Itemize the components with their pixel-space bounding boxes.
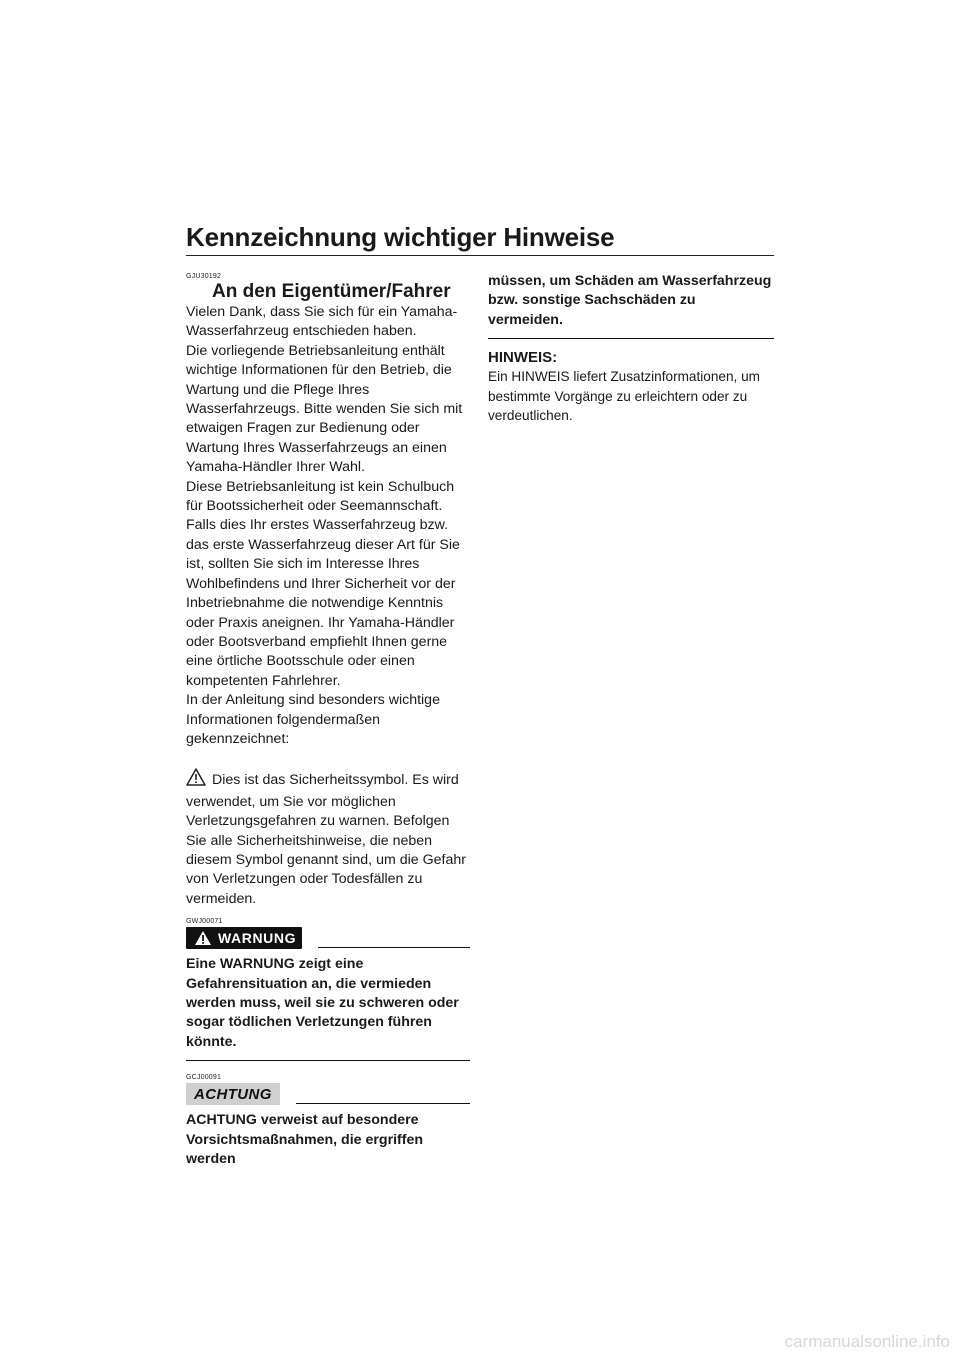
safety-symbol-text: Dies ist das Sicherheitssymbol. Es wird verwendet, um Sie vor möglichen Verletzungsgefahren zu warnen. Befolgen Sie alle Sicherheitshinweise, die neben diesem Symbol genannt sind, um die Gefahr von Verletzungen oder Todesfällen zu vermeiden. — [186, 772, 466, 907]
caution-code: GCJ00091 — [186, 1074, 222, 1082]
warning-rule — [318, 947, 470, 948]
safety-paragraph: Diese Betriebsanleitung ist kein Schulbuch für Bootssicherheit oder Seemannschaft. Falls dies Ihr erstes Wasserfahrzeug bzw. das erste Wasserfahrzeug dieser Art für Sie ist, sollten Sie sich im Interesse Ihres Wohlbefindens und Ihrer Sicherheit vor der Inbetriebnahme die notwendige Kenntnis oder Praxis aneignen. Ihr Yamaha-Händler oder Bootsverband empfiehlt Ihnen gerne eine örtliche Bootsschule oder einen kompetenten Fahrlehrer. — [186, 478, 460, 689]
warning-label: WARNUNG — [218, 930, 297, 947]
manual-info-paragraph: Die vorliegende Betriebsanleitung enthält wichtige Informationen für den Betrieb, die Wartung und die Pflege Ihres Wasserfahrzeugs. Bitte wenden Sie sich mit etwaigen Fragen zur Bedienung oder Wartung Ihres Wasserfahrzeugs an einen Yamaha-Händler Ihrer Wahl. — [186, 342, 463, 476]
watermark: carmanualsonline.info — [784, 1332, 950, 1351]
caution-badge: ACHTUNG — [186, 1083, 280, 1105]
caution-header — [186, 1083, 470, 1105]
marking-paragraph: In der Anleitung sind besonders wichtige Informationen folgendermaßen gekennzeichnet: — [186, 692, 440, 747]
warning-end-rule — [186, 1060, 470, 1061]
safety-symbol-paragraph — [186, 768, 470, 909]
caution-end-rule — [488, 338, 774, 339]
left-column — [186, 272, 470, 1169]
warning-triangle-icon — [194, 930, 212, 946]
section-title: An den Eigentümer/Fahrer — [212, 281, 451, 302]
caution-text-continued: müssen, um Schäden am Wasserfahrzeug bzw. sonstige Sachschäden zu vermeiden. — [488, 273, 772, 328]
warning-badge — [186, 927, 302, 949]
intro-paragraph: Vielen Dank, dass Sie sich für ein Yamaha-Wasserfahrzeug entschieden haben. — [186, 304, 458, 340]
caution-text: ACHTUNG verweist auf besondere Vorsichtsmaßnahmen, die ergriffen werden — [186, 1112, 424, 1168]
safety-symbol-icon — [186, 768, 206, 792]
caution-rule — [296, 1103, 470, 1104]
section-code: GJU30192 — [186, 273, 222, 280]
right-column — [488, 272, 774, 425]
warning-header — [186, 927, 470, 949]
hint-title: HINWEIS: — [488, 349, 558, 367]
hint-text: Ein HINWEIS liefert Zusatzinformationen, um bestimmte Vorgänge zu erleichtern oder zu verdeutlichen. — [488, 369, 760, 424]
page-title: Kennzeichnung wichtiger Hinweise — [186, 222, 774, 256]
warning-code: GWJ00071 — [186, 918, 223, 926]
warning-text: Eine WARNUNG zeigt eine Gefahrensituation an, die vermieden werden muss, weil sie zu schweren oder sogar tödlichen Verletzungen führen könnte. — [186, 956, 459, 1050]
